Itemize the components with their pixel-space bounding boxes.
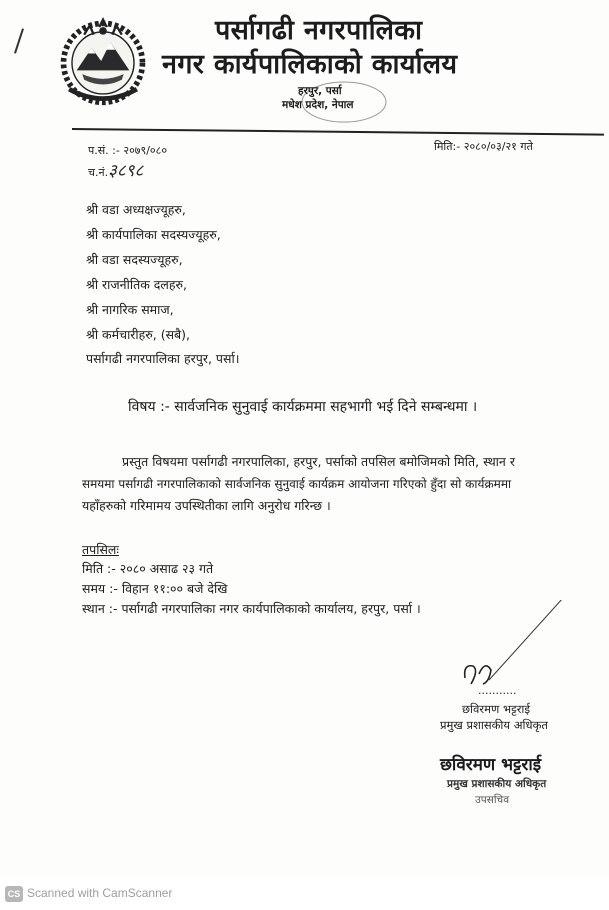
program-place: स्थान :- पर्सागढी नगरपालिका नगर कार्यपालिकाको कार्यालय, हरपुर, पर्सा । [82,601,421,616]
recipient-line: श्री कर्मचारीहरु, (सबै), [86,327,191,342]
program-time: समय :- विहान ११:०० बजे देखि [82,581,228,596]
recipient-line: श्री वडा अध्यक्षज्यूहरु, [86,202,186,217]
address-line-2: मधेश प्रदेश, नेपाल [282,99,354,111]
office-name: नगर कार्यपालिकाको कार्यालय [162,49,458,80]
program-date: मिति :- २०८० असाढ २३ गते [82,561,214,576]
recipient-line: पर्सागढी नगरपालिका हरपुर, पर्सा। [86,351,240,366]
address-line-1: हरपुर, पर्सा [298,85,342,97]
pen-mark [14,28,24,53]
camscanner-watermark: Scanned with CamScanner [27,886,173,900]
stamp-title: प्रमुख प्रशासकीय अधिकृत [447,778,547,790]
body-paragraph-line: प्रस्तुत विषयमा पर्सागढी नगरपालिका, हरपुर, पर्साको तपसिल बमोजिमको मिति, स्थान र [122,454,515,469]
recipient-line: श्री नागरिक समाज, [86,302,174,317]
tapasil-heading: तपसिलः [82,542,119,557]
letter-date: मिति:- २०८०/०३/२१ गते [434,140,533,153]
signature-dots: ........... [478,684,517,697]
nepal-emblem-icon [56,14,150,108]
recipient-line: श्री वडा सदस्यज्यूहरु, [86,252,183,267]
body-paragraph-line: यहाँहरुको गरिमामय उपस्थितीका लागि अनुरोध गरिन्छ । [82,498,331,513]
signatory-title: प्रमुख प्रशासकीय अधिकृत [440,718,548,732]
recipient-line: श्री कार्यपालिका सदस्यज्यूहरु, [86,227,221,242]
recipient-line: श्री राजनीतिक दलहरु, [86,277,187,292]
organization-name: पर्सागढी नगरपालिका [215,15,423,46]
letter-subject: विषय :- सार्वजनिक सुनुवाई कार्यक्रममा सहभागी भई दिने सम्बन्धमा । [128,399,478,415]
stamp-name: छविरमण भट्टराई [440,755,542,775]
signatory-name: छविरमण भट्टराई [462,702,531,716]
camscanner-logo: CS [5,886,23,902]
reference-number: प.सं. :- २०७९/०८० [88,144,168,157]
dispatch-label: च.नं. [88,166,109,179]
header-divider [72,128,604,136]
dispatch-number: ३८९८ [108,161,144,181]
stamp-subtitle: उपसचिव [475,794,510,806]
body-paragraph-line: समयमा पर्सागढी नगरपालिकाको सार्वजनिक सुनुवाई कार्यक्रम आयोजना गरिएको हुँदा सो कार्यक्रममा [82,477,512,491]
